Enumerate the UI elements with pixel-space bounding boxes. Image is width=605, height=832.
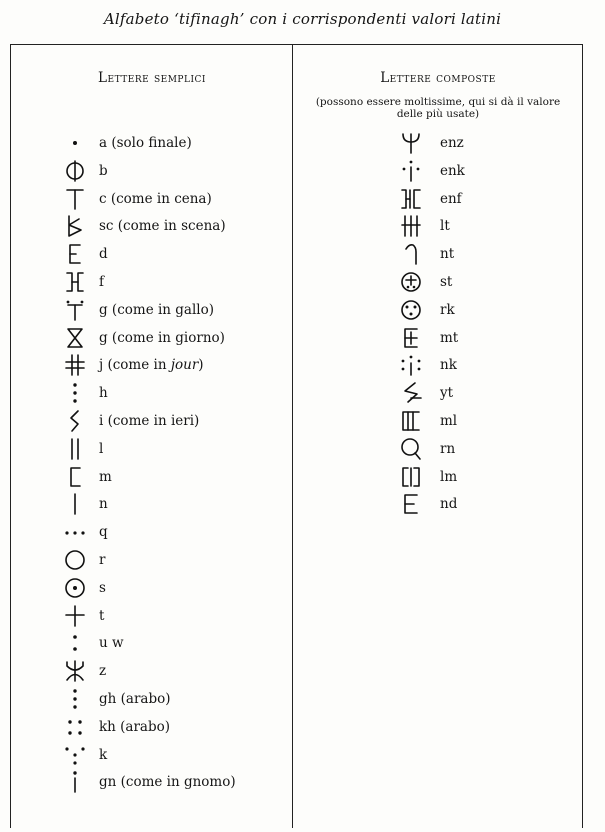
simple-letter-value: [99, 465, 112, 489]
dots-pattern-icon: [398, 353, 424, 377]
letter-value-text: st: [440, 274, 453, 290]
dot-icon: [62, 131, 88, 155]
letter-value-text: g (come in giorno): [99, 329, 225, 346]
letter-value-text: s: [99, 579, 106, 596]
letter-value-text: ml: [440, 413, 458, 429]
letter-value-text: g (come in gallo): [99, 301, 214, 318]
letter-value-text: z: [99, 663, 107, 680]
letter-value-text: h: [99, 385, 108, 402]
simple-letter-value: [99, 353, 204, 377]
letter-value-text: c (come in cena): [99, 190, 212, 207]
circle-three-dots-icon: [398, 298, 424, 322]
trident-icon: [398, 131, 424, 155]
compound-letter-value: [440, 409, 457, 433]
hash-icon: [62, 353, 88, 377]
compound-letter-value: [440, 381, 453, 405]
vertical-bar-icon: [62, 492, 88, 516]
letter-value-text: f: [99, 274, 104, 290]
letter-value-text: lt: [440, 218, 450, 235]
simple-letter-value: [99, 131, 192, 155]
e-bracket-icon: [62, 242, 88, 266]
vertical-three-dots-icon: [62, 687, 88, 711]
e-shape-icon: [398, 492, 424, 516]
letter-value-text: k: [99, 746, 108, 763]
simple-letter-value: [99, 437, 103, 461]
e-plus-icon: [398, 326, 424, 350]
zigzag-icon: [62, 409, 88, 433]
compound-letter-value: [440, 298, 455, 322]
horizontal-three-dots-icon: [62, 520, 88, 544]
simple-letter-value: [99, 298, 214, 322]
letter-value-text: mt: [440, 329, 459, 346]
page-title: Alfabeto ‘tifinagh’ con i corrispondenti valori latini: [103, 10, 502, 28]
letter-value-text: rn: [440, 440, 456, 457]
compound-letter-value: [440, 353, 457, 377]
hourglass-icon: [62, 326, 88, 350]
simple-letter-value: [99, 520, 108, 544]
zigzag-bar-icon: [398, 381, 424, 405]
right-column-heading: Lettere composte: [380, 70, 496, 86]
compound-letter-value: [440, 326, 458, 350]
letter-value-text: enk: [440, 162, 465, 179]
letter-value-text: lm: [440, 468, 458, 485]
double-vertical-bar-icon: [62, 437, 88, 461]
dots-bar-icon: [398, 159, 424, 183]
letter-value-text: a (solo finale): [99, 135, 192, 151]
simple-letter-value: [99, 159, 108, 183]
bracket-bars-icon: [398, 409, 424, 433]
t-shape-icon: [62, 187, 88, 211]
letter-value-text: rk: [440, 301, 455, 318]
letter-value-text: r: [99, 552, 106, 568]
letter-value-end: ): [198, 357, 204, 374]
note-line-2: delle più usate): [396, 108, 480, 120]
simple-letter-value: [99, 715, 170, 739]
yaz-icon: [62, 659, 88, 683]
simple-letter-value: [99, 604, 104, 628]
triple-bar-hook-icon: [398, 214, 424, 238]
dot-bar-icon: [62, 770, 88, 794]
compound-letter-value: [440, 270, 452, 294]
letter-value-text: q: [99, 524, 108, 541]
compound-letter-value: [440, 214, 450, 238]
circle-vertical-bar-icon: [62, 159, 88, 183]
letter-value-text: d: [99, 246, 108, 263]
open-bracket-icon: [62, 465, 88, 489]
letter-value-italic: jour: [170, 357, 199, 374]
simple-letter-value: [99, 743, 107, 767]
compound-letter-value: [440, 465, 457, 489]
letter-value-text: yt: [440, 385, 454, 402]
simple-letter-value: [99, 548, 105, 572]
letter-value-text: kh (arabo): [99, 718, 171, 735]
simple-letter-value: [99, 326, 225, 350]
right-column-note: [298, 96, 578, 120]
compound-letter-value: [440, 159, 465, 183]
left-column-heading: Lettere semplici: [98, 70, 206, 86]
letter-value-text: sc (come in scena): [99, 218, 226, 235]
compound-letter-value: [440, 242, 454, 266]
circle-dot-icon: [62, 576, 88, 600]
letter-value-text: enz: [440, 135, 464, 151]
simple-letter-value: [99, 242, 108, 266]
simple-letter-value: [99, 214, 226, 238]
letter-value-text: n: [99, 496, 108, 513]
letter-value-text: enf: [440, 190, 462, 207]
compound-letter-value: [440, 492, 457, 516]
double-bracket-icon: [62, 270, 88, 294]
bracket-box-icon: [398, 465, 424, 489]
circle-icon: [62, 548, 88, 572]
four-dots-icon: [62, 715, 88, 739]
letter-value-text: t: [99, 607, 105, 624]
triangle-dots-icon: [62, 743, 88, 767]
note-line-1: (possono essere moltissime, qui si dà il valore: [315, 96, 561, 108]
simple-letter-value: [99, 631, 124, 655]
letter-value-text: m: [99, 468, 112, 485]
simple-letter-value: [99, 492, 108, 516]
simple-letter-value: [99, 270, 104, 294]
hook-icon: [398, 242, 424, 266]
simple-letter-value: [99, 659, 106, 683]
letter-value-text: l: [99, 440, 104, 457]
column-divider: [292, 44, 293, 828]
letter-value-text: j (come in: [99, 357, 171, 374]
circle-tail-icon: [398, 437, 424, 461]
circle-plus-icon: [398, 270, 424, 294]
simple-letter-value: [99, 187, 212, 211]
triple-bracket-icon: [398, 187, 424, 211]
letter-value-text: i (come in ieri): [99, 413, 200, 429]
letter-value-text: gn (come in gnomo): [99, 774, 236, 791]
letter-value-text: gh (arabo): [99, 691, 171, 707]
plus-icon: [62, 604, 88, 628]
compound-letter-value: [440, 187, 462, 211]
letter-value-text: nd: [440, 496, 458, 513]
simple-letter-value: [99, 409, 199, 433]
sc-glyph-icon: [62, 214, 88, 238]
letter-value-text: u w: [99, 635, 124, 652]
simple-letter-value: [99, 687, 170, 711]
simple-letter-value: [99, 770, 236, 794]
simple-letter-value: [99, 381, 108, 405]
table-frame: [10, 44, 583, 828]
vertical-three-dots-icon: [62, 381, 88, 405]
simple-letter-value: [99, 576, 106, 600]
letter-value-text: nk: [440, 357, 457, 374]
letter-value-text: nt: [440, 246, 455, 263]
compound-letter-value: [440, 437, 455, 461]
dotted-t-icon: [62, 298, 88, 322]
compound-letter-value: [440, 131, 464, 155]
two-dots-icon: [62, 631, 88, 655]
letter-value-text: b: [99, 162, 108, 179]
